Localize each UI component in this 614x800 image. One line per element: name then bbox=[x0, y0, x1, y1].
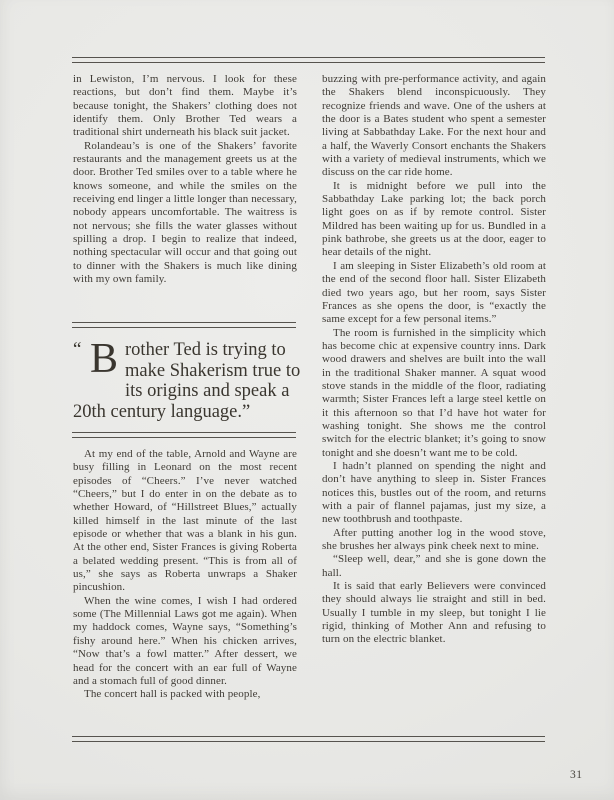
paragraph: When the wine comes, I wish I had ordered some (The Millennial Laws got me again). When my haddock comes, Wayne says, “Something’s fishy around here.” When his chicken arrives, “Now that’s a fowl matter.” After dessert, we head for the concert with an ear full of Wayne and a stomach full of good dinner. bbox=[73, 594, 297, 687]
paragraph: I am sleeping in Sister Elizabeth’s old room at the end of the second floor hall. Sister Elizabeth died two years ago, but her room, says Sister Frances as she opens the door, is “exactly the same except for a few personal items.” bbox=[322, 259, 546, 326]
paragraph: Rolandeau’s is one of the Shakers’ favorite restaurants and the management greets us at the door. Brother Ted smiles over to a table where he knows someone, and while the smiles on the receiving end linger a little longer than necessary, nobody appears uncomfortable. The waitress is not nervous; she fills the water glasses without spilling a drop. I begin to realize that indeed, nothing spectacular will occur and that going out to dinner with the Shakers is much like dining with my own family. bbox=[73, 139, 297, 286]
open-quote-mark: “ bbox=[73, 339, 82, 360]
right-column bbox=[322, 73, 546, 647]
paragraph: “Sleep well, dear,” and she is gone down the hall. bbox=[322, 553, 546, 579]
paragraph: The room is furnished in the simplicity which has become chic at expensive country inns. Dark wood drawers and shelves are built into the wall in the traditional Shaker manner. A squat wood stove stands in the middle of the floor, radiating warmth; Sister Frances left a large steel kettle on it this afternoon so that I’d have hot water for washing tonight. She shows me the control switch for the electric blanket; it’s going to snow tonight and she doesn’t want me to be cold. bbox=[322, 326, 546, 459]
paragraph: buzzing with pre-performance activity, and again the Shakers blend inconspicuously. They recognize friends and wave. One of the ushers at the door is a Bates student who spent a semester living at Sabbathday Lake. For the next hour and a half, the Waverly Consort enchants the Shakers with a variety of medieval instruments, which we discuss on the car ride home. bbox=[322, 73, 546, 179]
left-column-upper bbox=[73, 73, 297, 287]
top-double-rule bbox=[72, 57, 545, 63]
left-column-lower bbox=[73, 448, 297, 702]
dropcap-letter: B bbox=[90, 336, 119, 382]
paragraph: in Lewiston, I’m nervous. I look for these reactions, but don’t find them. Maybe it’s because tonight, the Shakers’ clothing does not identify them. Only Brother Ted wears a traditional shirt underneath his black suit jacket. bbox=[73, 73, 297, 139]
paragraph: The concert hall is packed with people, bbox=[84, 688, 261, 701]
paragraph: After putting another log in the wood stove, she brushes her always pink cheek next to mine. bbox=[322, 526, 546, 553]
paragraph: It is said that early Believers were convinced they should always lie straight and still in bed. Usually I tumble in my sleep, but tonight I lie rigid, thinking of Mother Ann and refusing to turn on the electric blanket. bbox=[322, 580, 546, 646]
page-number: 31 bbox=[570, 769, 583, 781]
pull-quote-text: rother Ted is trying to make Shakerism true to its origins and speak a 20th century language.” bbox=[73, 340, 301, 422]
paragraph: It is midnight before we pull into the Sabbathday Lake parking lot; the back porch light goes on as if by remote control. Sister Mildred has been waiting up for us. Bundled in a pink bathrobe, she greets us at the door, eager to hear details of the night. bbox=[322, 179, 546, 259]
bottom-double-rule bbox=[72, 736, 545, 742]
pull-quote-bottom-rule bbox=[72, 432, 296, 438]
pull-quote-top-rule bbox=[72, 322, 296, 328]
paragraph: I hadn’t planned on spending the night and don’t have anything to sleep in. Sister Frances notices this, bustles out of the room, and returns with a pair of flannel pajamas, just my size, a new toothbrush and toothpaste. bbox=[322, 459, 546, 526]
pull-quote bbox=[73, 336, 307, 422]
paragraph: At my end of the table, Arnold and Wayne are busy filling in Leonard on the most recent episodes of “Cheers.” I’ve never watched “Cheers,” but I do enter in on the debate as to whether Howard, of “Hillstreet Blues,” actually killed himself in the last minute of the last episode or whether that was a blank in his gun. At the other end, Sister Frances is giving Roberta a belated wedding present. “This is from all of us,” she says as Roberta unwraps a Shaker pincushion. bbox=[73, 448, 297, 594]
